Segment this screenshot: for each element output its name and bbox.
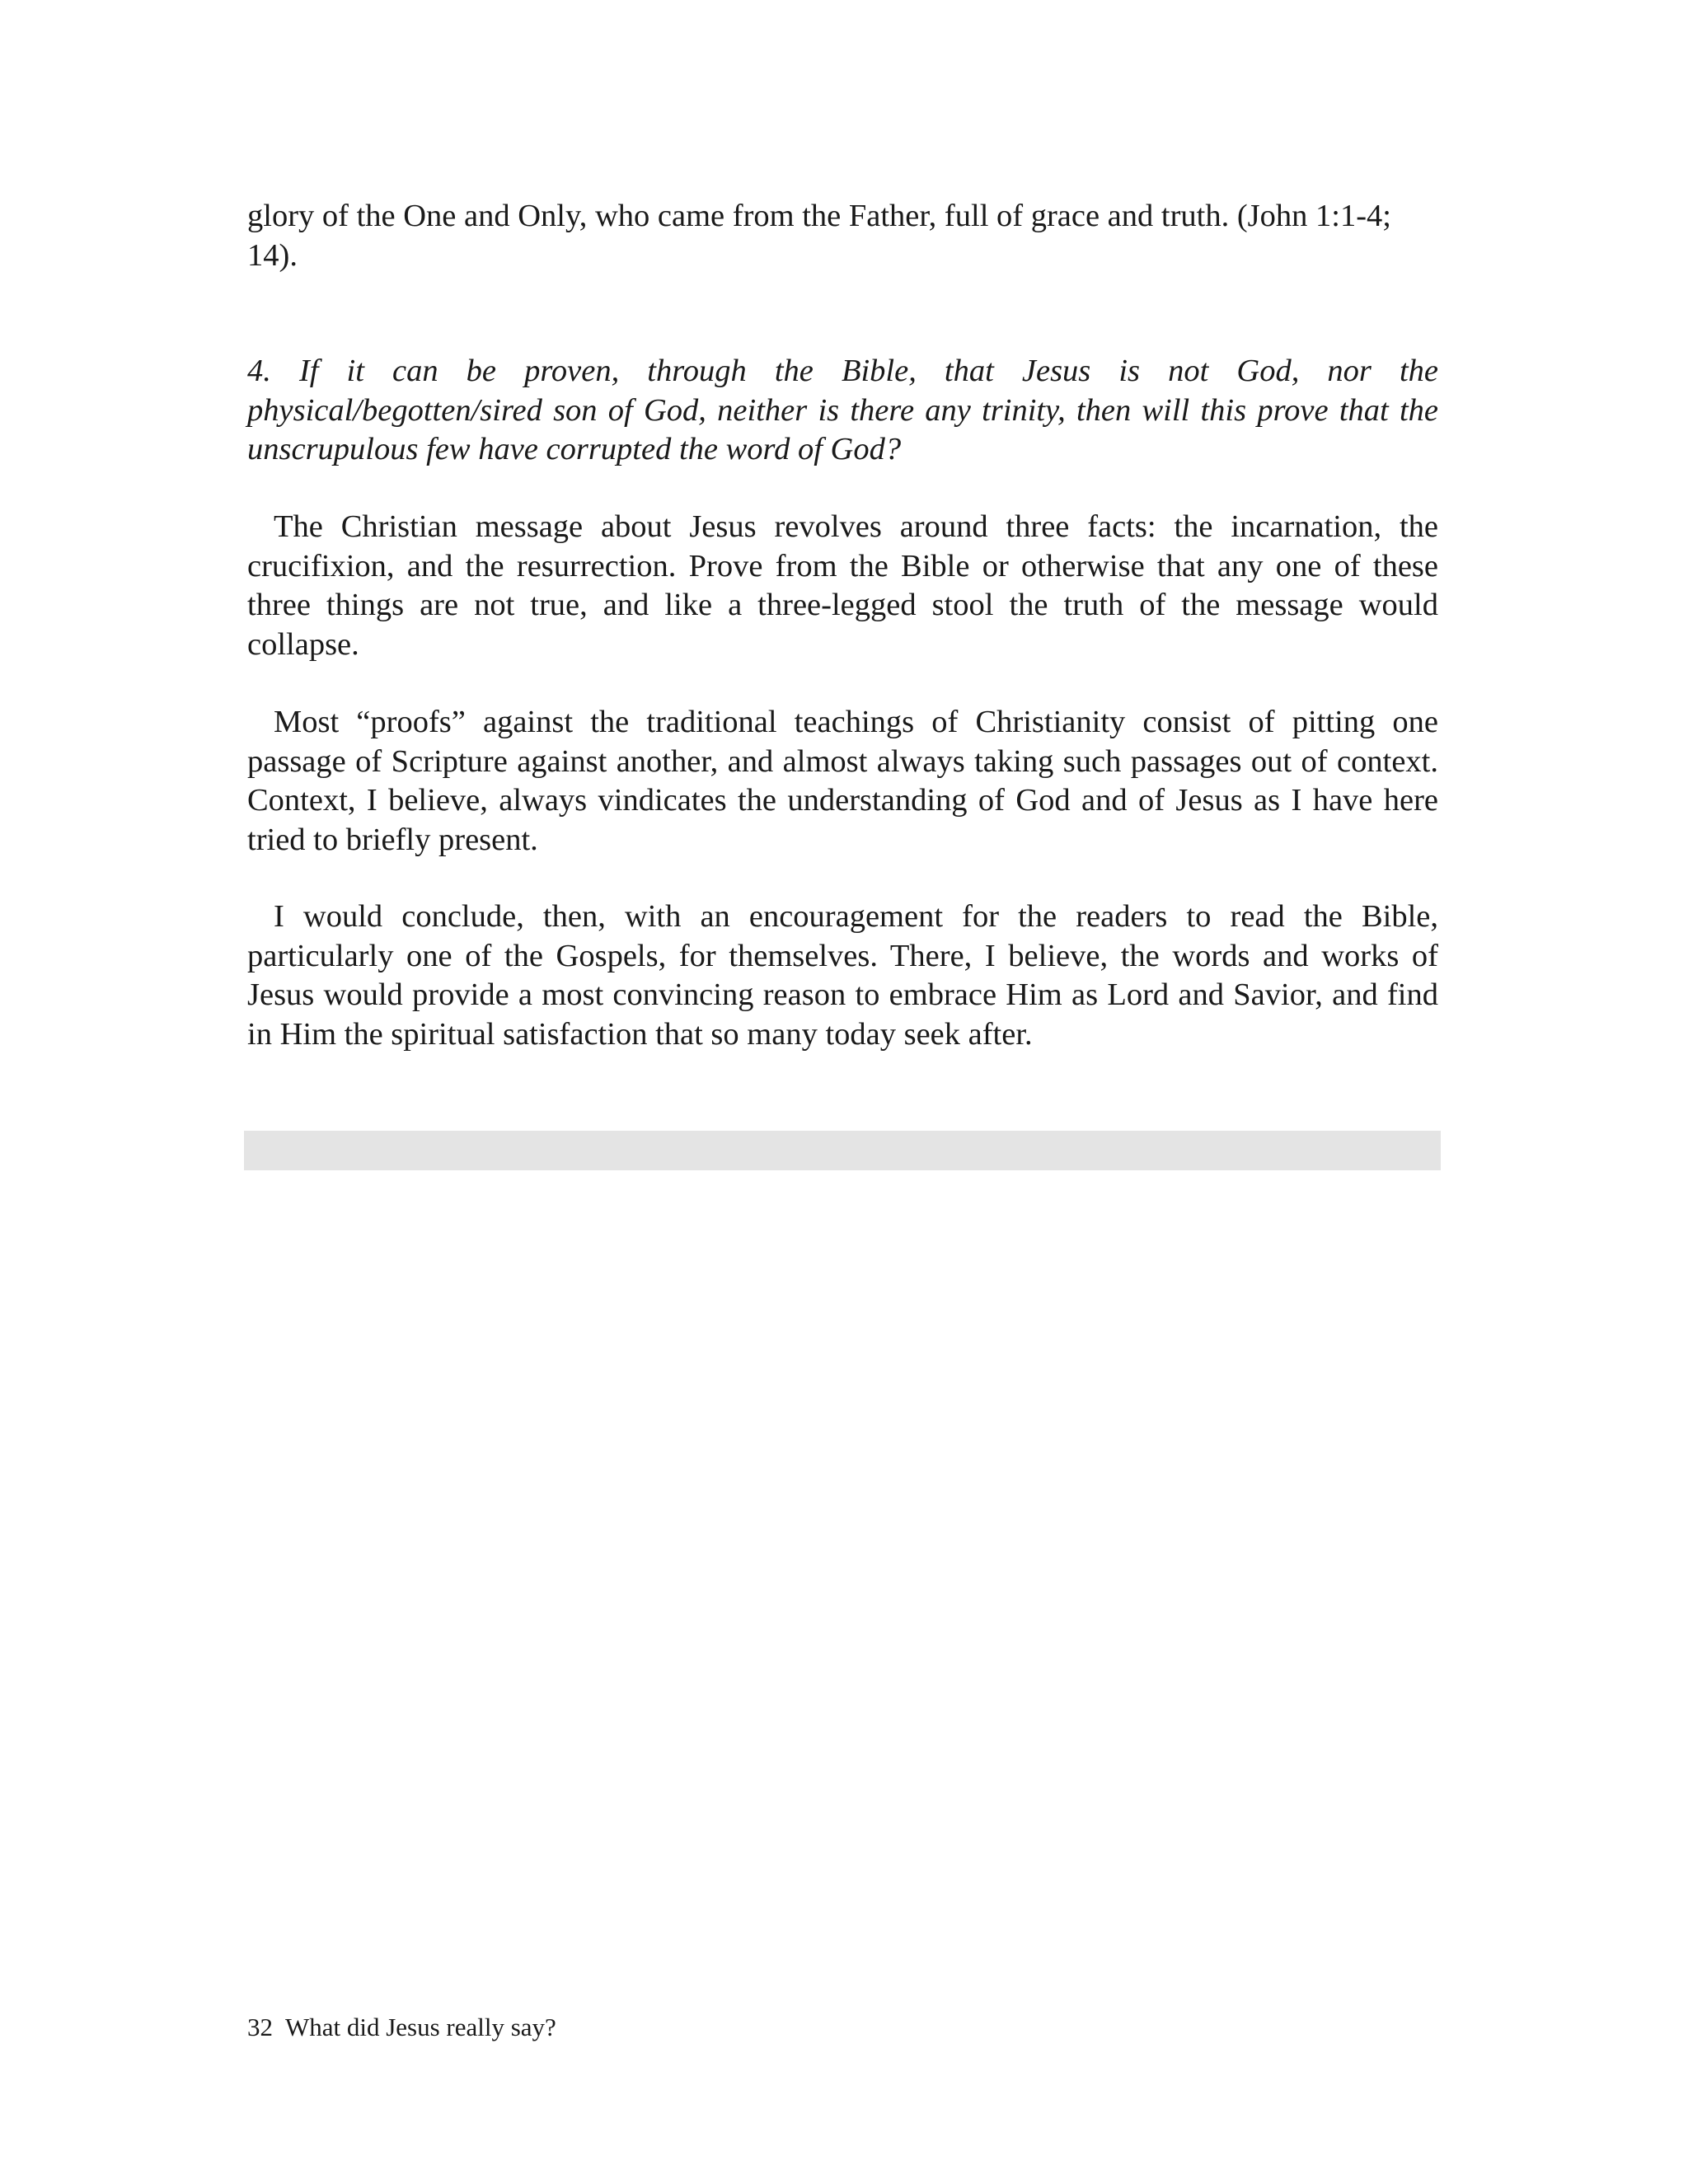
page-number: 32 [247, 2013, 273, 2041]
question-heading: 4. If it can be proven, through the Bible, that Jesus is not God, nor the physical/begotten/sired son of God, neither is there any trinity, then will this prove that the unscrupulous few have corrupted the word of God? [247, 354, 1438, 466]
page-footer [247, 2011, 556, 2044]
paragraph-1: The Christian message about Jesus revolves around three facts: the incarnation, the crucifixion, and the resurrection. Prove from the Bible or otherwise that any one of these three things are not true, and like a three-legged stool the truth of the message would collapse. [247, 509, 1438, 662]
continued-text: glory of the One and Only, who came from the Father, full of grace and truth. (John 1:1-4; 14). [247, 199, 1391, 273]
paragraph-2: Most “proofs” against the traditional teachings of Christianity consist of pitting one passage of Scripture against another, and almost always taking such passages out of context. Context, I believe, always vindicates the understanding of God and of Jesus as I have here tried to briefly present. [247, 705, 1438, 857]
running-title: What did Jesus really say? [284, 2013, 556, 2041]
paragraph-3: I would conclude, then, with an encouragement for the readers to read the Bible, particularly one of the Gospels, for themselves. There, I believe, the words and works of Jesus would provide a most convincing reason to embrace Him as Lord and Savior, and find in Him the spiritual satisfaction that so many today seek after. [247, 899, 1438, 1052]
section-divider [244, 1131, 1441, 1170]
